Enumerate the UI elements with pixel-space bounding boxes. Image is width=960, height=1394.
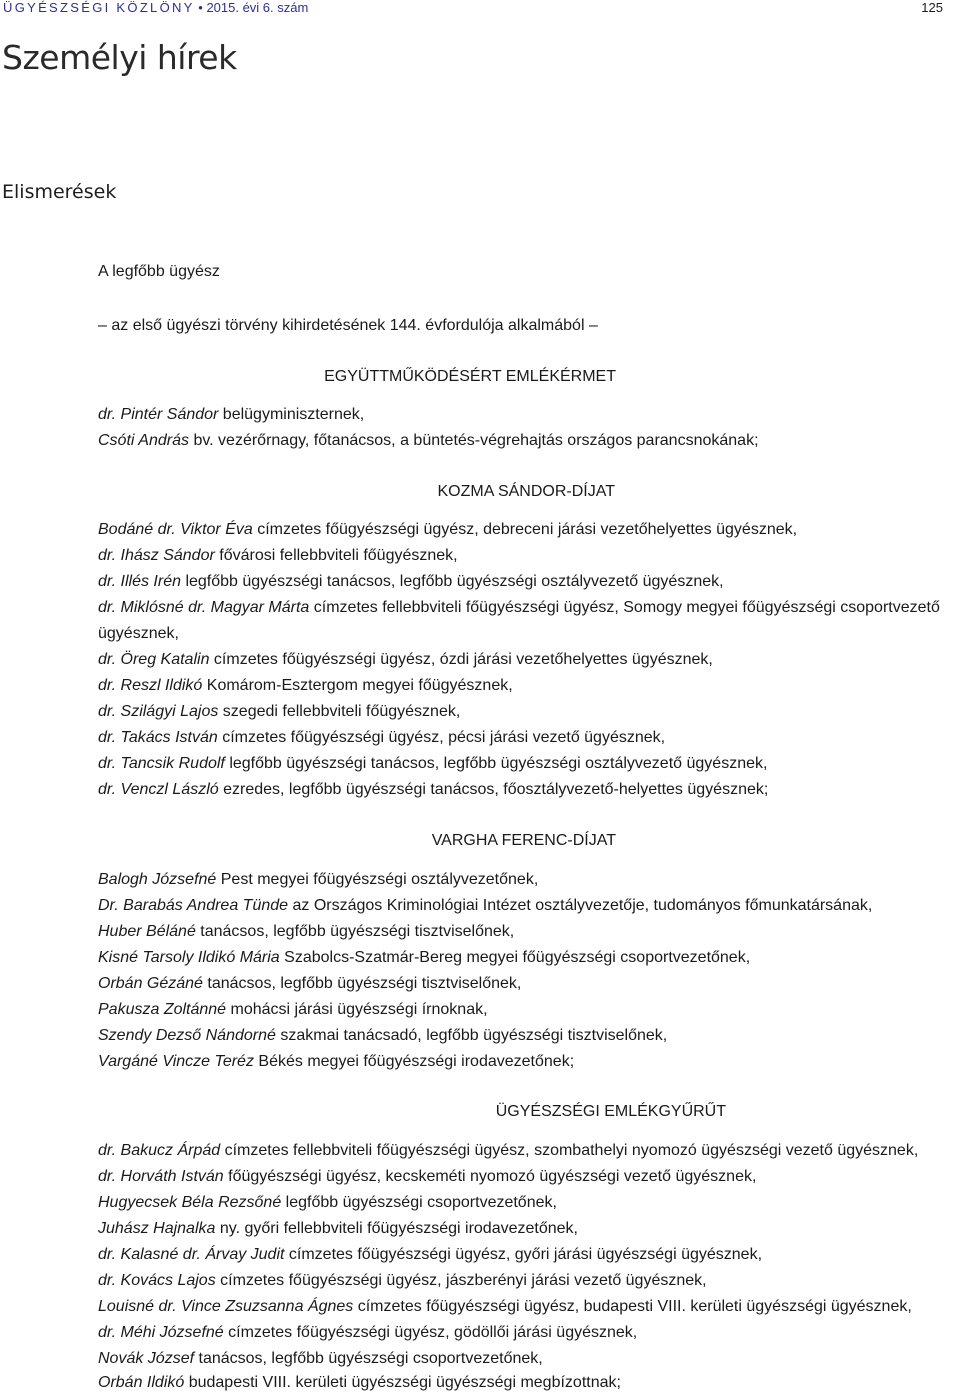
recipient-name: dr. Bakucz Árpád bbox=[98, 1142, 221, 1159]
recipient-name: Pakusza Zoltánné bbox=[98, 1001, 227, 1018]
recipient-name: Louisné dr. Vince Zsuzsanna Ágnes bbox=[98, 1298, 354, 1315]
issuer-line: A legfőbb ügyész bbox=[98, 263, 220, 280]
recipient-role: fővárosi fellebbviteli főügyésznek, bbox=[214, 547, 458, 564]
recipient-name: Dr. Barabás Andrea Tünde bbox=[98, 897, 289, 914]
recipient-name: Juhász Hajnalka bbox=[98, 1220, 216, 1237]
recipient-role: belügyminiszternek, bbox=[218, 406, 365, 423]
recipient-line bbox=[98, 1349, 543, 1369]
recipient-name: dr. Reszl Ildikó bbox=[98, 677, 203, 694]
recipient-role: Békés megyei főügyészségi irodavezetőnek; bbox=[253, 1053, 575, 1070]
recipient-line bbox=[98, 974, 521, 994]
recipient-role: címzetes fellebbviteli főügyészségi ügyész, Somogy megyei főügyészségi csoportvezető bbox=[309, 599, 940, 616]
recipient-role: budapesti VIII. kerületi ügyészségi ügyészségi megbízottnak; bbox=[184, 1374, 621, 1391]
recipient-role: címzetes főügyészségi ügyész, győri járási ügyészségi ügyésznek, bbox=[284, 1246, 763, 1263]
recipient-line bbox=[98, 1271, 707, 1291]
recipient-line bbox=[98, 780, 768, 800]
recipient-line bbox=[98, 1323, 637, 1343]
recipient-role: tanácsos, legfőbb ügyészségi tisztviselőnek, bbox=[195, 923, 515, 940]
recipient-name: dr. Illés Irén bbox=[98, 573, 181, 590]
recipient-name: Bodáné dr. Viktor Éva bbox=[98, 521, 253, 538]
recipient-line bbox=[98, 1193, 557, 1213]
recipient-name: Balogh Józsefné bbox=[98, 871, 217, 888]
award-title-kozma-prize: KOZMA SÁNDOR-DÍJAT bbox=[437, 483, 615, 500]
issue-label: 2015. évi 6. szám bbox=[206, 0, 309, 15]
recipient-line bbox=[98, 1052, 574, 1072]
award-title-vargha-prize: VARGHA FERENC-DÍJAT bbox=[431, 832, 616, 849]
running-header bbox=[0, 0, 960, 20]
recipient-line bbox=[98, 728, 665, 748]
recipient-name: Hugyecsek Béla Rezsőné bbox=[98, 1194, 282, 1211]
recipient-name: Orbán Gézáné bbox=[98, 975, 203, 992]
recipient-name: dr. Szilágyi Lajos bbox=[98, 703, 219, 720]
recipient-line bbox=[98, 405, 364, 425]
recipient-line bbox=[98, 1297, 912, 1317]
recipient-name: Orbán Ildikó bbox=[98, 1374, 185, 1391]
recipient-line bbox=[98, 572, 724, 592]
running-head-text: ÜGYÉSZSÉGI KÖZLÖNY • 2015. évi 6. szám bbox=[3, 0, 309, 15]
recipient-role: ny. győri fellebbviteli főügyészségi irodavezetőnek, bbox=[215, 1220, 578, 1237]
recipient-role: szegedi fellebbviteli főügyésznek, bbox=[218, 703, 461, 720]
recipient-name: dr. Tancsik Rudolf bbox=[98, 755, 225, 772]
recipient-line bbox=[98, 650, 713, 670]
recipient-name: dr. Kovács Lajos bbox=[98, 1272, 216, 1289]
recipient-role: Komárom-Esztergom megyei főügyésznek, bbox=[202, 677, 513, 694]
recipient-line bbox=[98, 598, 940, 618]
recipient-line bbox=[98, 1219, 578, 1239]
recipient-line bbox=[98, 870, 538, 890]
recipient-line bbox=[98, 431, 759, 451]
award-title-memorial-ring: ÜGYÉSZSÉGI EMLÉKGYŰRŰT bbox=[495, 1103, 726, 1120]
recipient-role: Szabolcs-Szatmár-Bereg megyei főügyészségi csoportvezetőnek, bbox=[279, 949, 751, 966]
recipient-name: dr. Méhi Józsefné bbox=[98, 1324, 224, 1341]
recipient-name: Novák József bbox=[98, 1350, 195, 1367]
recipient-role: szakmai tanácsadó, legfőbb ügyészségi tisztviselőnek, bbox=[275, 1027, 668, 1044]
recipient-line bbox=[98, 1167, 756, 1187]
recipient-line bbox=[98, 922, 514, 942]
occasion-line: – az első ügyészi törvény kihirdetésének 144. évfordulója alkalmából – bbox=[98, 317, 598, 334]
recipient-role: főügyészségi ügyész, kecskeméti nyomozó ügyészségi vezető ügyésznek, bbox=[223, 1168, 757, 1185]
recipient-role: ezredes, legfőbb ügyészségi tanácsos, főosztályvezető-helyettes ügyésznek; bbox=[218, 781, 769, 798]
recipient-line bbox=[98, 1141, 918, 1161]
recipient-name: Szendy Dezső Nándorné bbox=[98, 1027, 276, 1044]
recipient-role: címzetes főügyészségi ügyész, gödöllői járási ügyésznek, bbox=[223, 1324, 638, 1341]
recipient-role: legfőbb ügyészségi tanácsos, legfőbb ügyészségi osztályvezető ügyésznek, bbox=[224, 755, 768, 772]
recipient-name: Csóti András bbox=[98, 432, 189, 449]
recipient-role: legfőbb ügyészségi csoportvezetőnek, bbox=[281, 1194, 557, 1211]
recipient-role: Pest megyei főügyészségi osztályvezetőnek, bbox=[216, 871, 539, 888]
recipient-name: dr. Takács István bbox=[98, 729, 218, 746]
page-number: 125 bbox=[921, 0, 943, 15]
recipient-line-continuation: ügyésznek, bbox=[98, 625, 179, 642]
recipient-role: az Országos Kriminológiai Intézet osztályvezetője, tudományos főmunkatársának, bbox=[288, 897, 873, 914]
recipient-role: címzetes főügyészségi ügyész, jászberényi járási vezető ügyésznek, bbox=[215, 1272, 707, 1289]
recipient-line bbox=[98, 1026, 667, 1046]
recipient-role: tanácsos, legfőbb ügyészségi tisztviselőnek, bbox=[202, 975, 522, 992]
recipient-name: Kisné Tarsoly Ildikó Mária bbox=[98, 949, 280, 966]
recipient-role: tanácsos, legfőbb ügyészségi csoportvezetőnek, bbox=[194, 1350, 543, 1367]
recipient-role: címzetes főügyészségi ügyész, pécsi járási vezető ügyésznek, bbox=[217, 729, 666, 746]
recipient-line bbox=[98, 1373, 621, 1393]
recipient-line bbox=[98, 754, 767, 774]
recipient-line bbox=[98, 676, 513, 696]
recipient-role: mohácsi járási ügyészségi írnoknak, bbox=[226, 1001, 488, 1018]
recipient-name: dr. Öreg Katalin bbox=[98, 651, 210, 668]
recipient-name: dr. Venczl László bbox=[98, 781, 219, 798]
recipient-line bbox=[98, 948, 750, 968]
recipient-role: címzetes főügyészségi ügyész, budapesti VIII. kerületi ügyészségi ügyésznek, bbox=[353, 1298, 912, 1315]
recipient-role: címzetes főügyészségi ügyész, debreceni járási vezetőhelyettes ügyésznek, bbox=[252, 521, 798, 538]
recipient-line bbox=[98, 546, 458, 566]
recipient-line bbox=[98, 1245, 762, 1265]
recipient-name: Huber Béláné bbox=[98, 923, 196, 940]
recipient-name: dr. Ihász Sándor bbox=[98, 547, 215, 564]
recipient-name: Vargáné Vincze Teréz bbox=[98, 1053, 254, 1070]
award-title-cooperation-medal: EGYÜTTMŰKÖDÉSÉRT EMLÉKÉRMET bbox=[324, 368, 616, 385]
recipient-line bbox=[98, 896, 872, 916]
recipient-name: dr. Horváth István bbox=[98, 1168, 224, 1185]
recipient-name: dr. Kalasné dr. Árvay Judit bbox=[98, 1246, 285, 1263]
recipient-line bbox=[98, 520, 797, 540]
recipient-line bbox=[98, 1000, 488, 1020]
journal-name: ÜGYÉSZSÉGI KÖZLÖNY bbox=[3, 0, 195, 15]
recipient-role: címzetes főügyészségi ügyész, ózdi járási vezetőhelyettes ügyésznek, bbox=[209, 651, 713, 668]
page-title: Személyi hírek bbox=[2, 38, 237, 77]
section-heading: Elismerések bbox=[2, 181, 117, 203]
recipient-role: bv. vezérőrnagy, főtanácsos, a büntetés-végrehajtás országos parancsnokának; bbox=[189, 432, 759, 449]
recipient-name: dr. Miklósné dr. Magyar Márta bbox=[98, 599, 310, 616]
recipient-role: címzetes fellebbviteli főügyészségi ügyész, szombathelyi nyomozó ügyészségi vezető ügyésznek, bbox=[220, 1142, 919, 1159]
recipient-role: legfőbb ügyészségi tanácsos, legfőbb ügyészségi osztályvezető ügyésznek, bbox=[181, 573, 724, 590]
recipient-line bbox=[98, 702, 460, 722]
recipient-name: dr. Pintér Sándor bbox=[98, 406, 219, 423]
